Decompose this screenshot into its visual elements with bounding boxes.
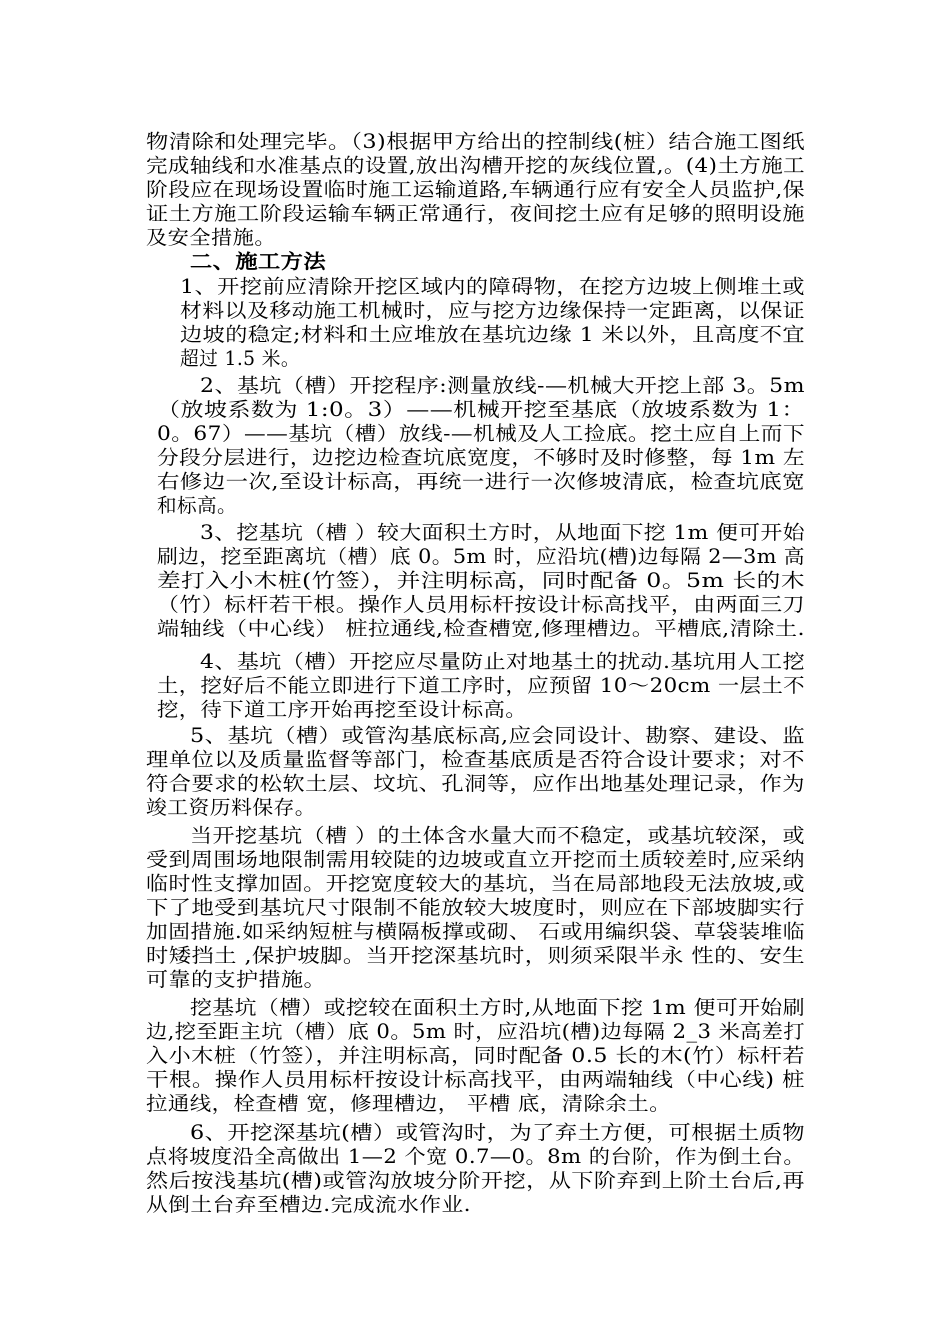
text-line: （放坡系数为 1:0。3）——机械开挖至基底（放坡系数为 1： — [157, 398, 805, 421]
text-line: 分段分层进行，边挖边检查坑底宽度，不够时及时修整，每 1m 左 — [157, 446, 805, 469]
text-line: 临时性支撑加固。开挖宽度较大的基坑，当在局部地段无法放坡,或 — [146, 872, 806, 895]
text-line: 土，挖好后不能立即进行下道工序时，应预留 10～20cm 一层土不 — [157, 674, 805, 697]
text-line: 和标高。 — [157, 494, 237, 517]
text-line: 从倒土台弃至槽边.完成流水作业. — [146, 1193, 471, 1216]
text-line: 入小木桩（竹签），并注明标高，同时配备 0.5 长的木(竹）标杆若 — [146, 1044, 805, 1067]
text-line: 下了地受到基坑尺寸限制不能放较大坡度时，则应在下部坡脚实行 — [146, 896, 805, 919]
text-line: 证土方施工阶段运输车辆正常通行，夜间挖土应有足够的照明设施 — [146, 202, 805, 225]
text-line: 挖基坑（槽）或挖较在面积土方时,从地面下挖 1m 便可开始刷 — [190, 996, 805, 1019]
text-line: 差打入小木桩(竹签），并注明标高，同时配备 0。5m 长的木 — [157, 569, 805, 592]
section-heading: 二、施工方法 — [190, 250, 326, 273]
text-line: 物清除和处理完毕。（3)根据甲方给出的控制线(桩）结合施工图纸 — [146, 130, 805, 153]
text-line: （竹）标杆若干根。操作人员用标杆按设计标高找平，由两面三刀 — [157, 593, 805, 616]
text-line: 5、基坑（槽）或管沟基底标高,应会同设计、勘察、建设、监 — [190, 724, 805, 747]
text-line: 端轴线（中心线） 桩拉通线,检查槽宽,修理槽边。平槽底,清除土. — [157, 617, 805, 640]
text-line: 边坡的稳定;材料和土应堆放在基坑边缘 1 米以外，且高度不宜 — [180, 323, 805, 346]
text-line: 理单位以及质量监督等部门，检查基底质是否符合设计要求；对不 — [146, 748, 805, 771]
text-line: 加固措施.如采纳短桩与横隔板撑或砌、 石或用编织袋、草袋装堆临 — [146, 920, 805, 943]
text-line: 阶段应在现场设置临时施工运输道路,车辆通行应有安全人员监护,保 — [146, 178, 805, 201]
text-line: 然后按浅基坑(槽)或管沟放坡分阶开挖，从下阶弃到上阶土台后,再 — [146, 1169, 806, 1192]
text-line: 及安全措施。 — [146, 226, 276, 249]
text-line: 材料以及移动施工机械时，应与挖方边缘保持一定距离，以保证 — [180, 299, 805, 322]
text-line: 0。67）——基坑（槽）放线-—机械及人工捡底。挖土应自上而下 — [157, 422, 805, 445]
text-line: 符合要求的松软土层、坟坑、孔洞等，应作出地基处理记录，作为 — [146, 772, 805, 795]
text-line: 2、基坑（槽）开挖程序:测量放线-—机械大开挖上部 3。5m — [200, 374, 805, 397]
text-line: 边,挖至距主坑（槽）底 0。5m 时，应沿坑(槽)边每隔 2_3 米高差打 — [146, 1020, 806, 1043]
text-line: 挖，待下道工序开始再挖至设计标高。 — [157, 698, 527, 721]
text-line: 受到周围场地限制需用较陡的边坡或直立开挖而土质较差时,应采纳 — [146, 848, 806, 871]
text-line: 3、挖基坑（槽 ）较大面积土方时，从地面下挖 1m 便可开始 — [200, 521, 806, 544]
text-line: 干根。操作人员用标杆按设计标高找平，由两端轴线（中心线) 桩 — [146, 1068, 805, 1091]
text-line: 右修边一次,至设计标高，再统一进行一次修坡清底，检查坑底宽 — [157, 470, 805, 493]
text-line: 刷边，挖至距离坑（槽）底 0。5m 时，应沿坑(槽)边每隔 2—3m 高 — [157, 545, 806, 568]
text-line: 1、开挖前应清除开挖区域内的障碍物，在挖方边坡上侧堆土或 — [180, 275, 805, 298]
text-line: 拉通线，栓查槽 宽，修理槽边， 平槽 底，清除余土。 — [146, 1092, 671, 1115]
text-line: 超过 1.5 米。 — [180, 347, 300, 370]
text-line: 6、开挖深基坑(槽）或管沟时，为了弃土方便，可根据土质物 — [190, 1121, 805, 1144]
text-line: 竣工资历料保存。 — [146, 796, 316, 819]
text-line: 当开挖基坑（槽 ）的土体含水量大而不稳定，或基坑较深，或 — [190, 824, 805, 847]
text-line: 时矮挡土 ,保护坡脚。当开挖深基坑时，则须采限半永 性的、安生 — [146, 944, 805, 967]
text-line: 4、基坑（槽）开挖应尽量防止对地基土的扰动.基坑用人工挖 — [200, 650, 805, 673]
text-line: 完成轴线和水准基点的设置,放出沟槽开挖的灰线位置,。(4)土方施工 — [146, 154, 805, 177]
text-line: 点将坡度沿全高做出 1—2 个宽 0.7—0。8m 的台阶，作为倒土台。 — [146, 1145, 805, 1168]
text-line: 可靠的支护措施。 — [146, 968, 326, 991]
